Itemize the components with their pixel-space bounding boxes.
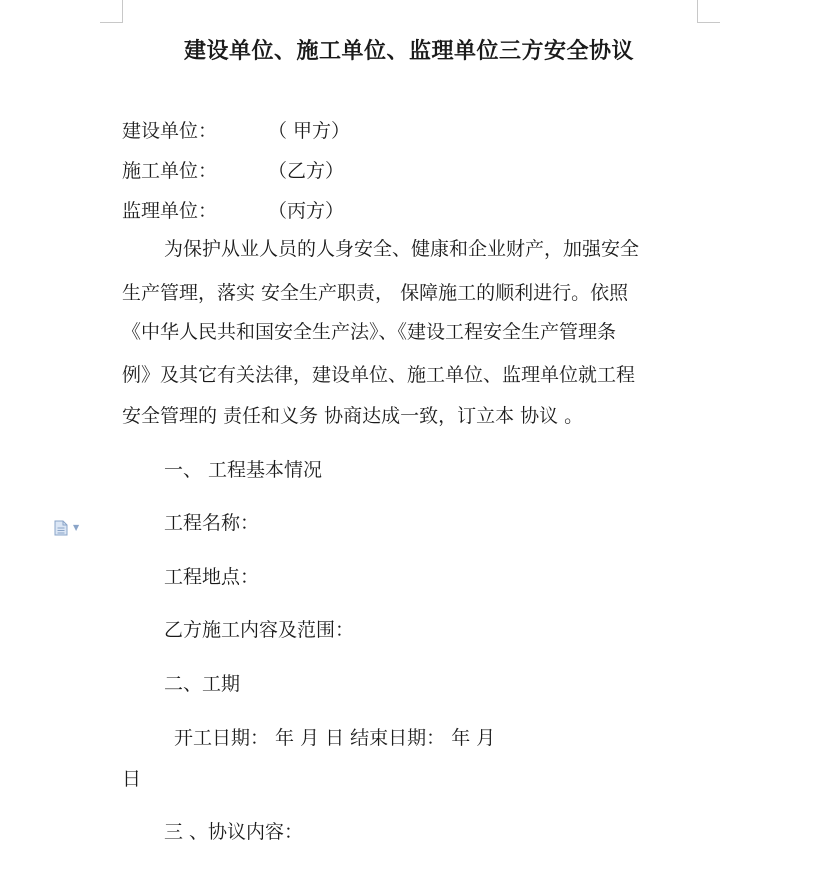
page-corner-mark-right [697, 0, 720, 23]
party-supervisor-role: （丙方） [268, 200, 345, 222]
party-contractor-role: （乙方） [268, 160, 345, 182]
project-name-label: 工程名称： [164, 512, 260, 534]
construction-dates-line: 开工日期： 年 月 日 结束日期： 年 月 [174, 727, 496, 749]
party-construction-label: 建设单位： [122, 120, 218, 142]
section2-heading: 二、工期 [164, 673, 241, 695]
dropdown-arrow-icon[interactable]: ▼ [73, 523, 80, 532]
party-construction-role: （ 甲方） [268, 120, 351, 142]
intro-line-3: 《中华人民共和国安全生产法》、《建设工程安全生产管理条 [122, 321, 617, 343]
document-icon[interactable] [54, 520, 68, 536]
work-scope-label: 乙方施工内容及范围： [164, 619, 355, 641]
document-title: 建设单位、施工单位、监理单位三方安全协议 [183, 38, 634, 64]
intro-line-4: 例》及其它有关法律，建设单位、施工单位、监理单位就工程 [122, 364, 636, 386]
intro-line-5: 安全管理的 责任和义务 协商达成一致，订立本 协议 。 [122, 405, 584, 427]
project-location-label: 工程地点： [164, 566, 260, 588]
intro-line-2: 生产管理，落实 安全生产职责， 保障施工的顺利进行。依照 [122, 282, 629, 304]
section3-heading: 三 、协议内容： [164, 821, 304, 843]
party-contractor-label: 施工单位： [122, 160, 218, 182]
intro-line-1: 为保护从业人员的人身安全、健康和企业财产，加强安全 [164, 238, 640, 260]
page-corner-mark-left [100, 0, 123, 23]
party-supervisor-label: 监理单位： [122, 200, 218, 222]
section1-heading: 一、 工程基本情况 [164, 459, 323, 481]
construction-dates-wrap: 日 [122, 768, 142, 790]
